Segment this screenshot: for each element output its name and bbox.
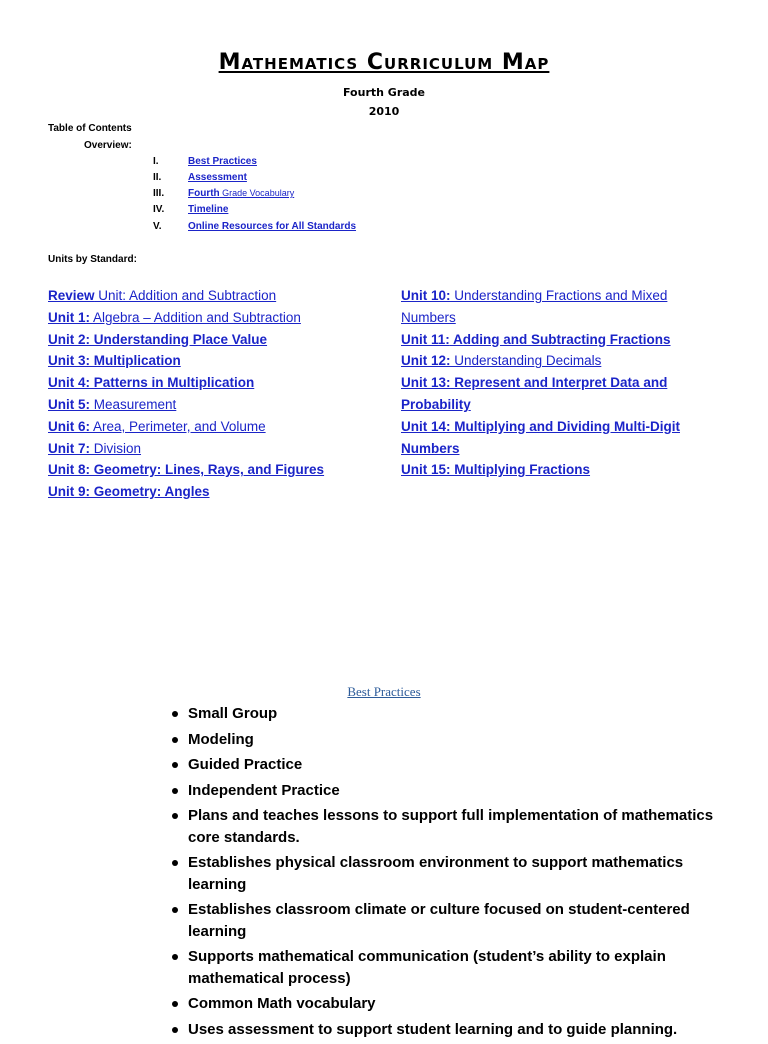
toc-link[interactable]: [188, 204, 228, 215]
best-practices-heading[interactable]: Best Practices: [347, 684, 421, 699]
toc-link[interactable]: [188, 221, 356, 232]
unit-title: Measurement: [90, 396, 177, 412]
unit-prefix: Unit 1:: [48, 309, 90, 325]
toc-link-label: Best Practices: [188, 156, 257, 167]
toc-link-label: Assessment: [188, 172, 247, 183]
unit-prefix: Unit 11:: [401, 331, 450, 347]
unit-title: Division: [90, 440, 142, 456]
best-practice-item: Establishes physical classroom environment to support mathematics learning: [170, 852, 730, 895]
unit-prefix: Unit 10:: [401, 288, 451, 303]
unit-title: Multiplying and Dividing Multi-Digit Numbers: [401, 418, 680, 456]
toc-number: V.: [153, 221, 162, 232]
unit-title: Area, Perimeter, and Volume: [90, 418, 266, 434]
toc-number: III.: [153, 188, 165, 199]
unit-title: Multiplication: [90, 353, 181, 369]
unit-prefix: Unit 2:: [48, 331, 90, 347]
unit-prefix: Unit 3:: [48, 353, 90, 369]
unit-title: Geometry: Lines, Rays, and Figures: [90, 462, 325, 478]
unit-link[interactable]: [401, 416, 711, 460]
document-title: Mathematics Curriculum Map: [218, 50, 550, 75]
toc-link-label: Online Resources for All Standards: [188, 221, 357, 232]
unit-link[interactable]: [48, 372, 388, 394]
unit-prefix: Unit 12:: [401, 353, 451, 369]
unit-link[interactable]: [48, 394, 388, 416]
unit-title: Multiplying Fractions: [450, 462, 591, 478]
unit-prefix: Unit 8:: [48, 462, 90, 478]
unit-prefix: Unit 6:: [48, 418, 90, 434]
unit-link[interactable]: [48, 438, 388, 460]
unit-link[interactable]: [48, 329, 388, 351]
unit-link[interactable]: [401, 350, 711, 372]
unit-link[interactable]: [48, 459, 388, 481]
best-practice-item: Small Group: [170, 703, 730, 725]
unit-link[interactable]: [401, 285, 711, 329]
best-practice-item: Independent Practice: [170, 780, 730, 802]
unit-link[interactable]: [48, 481, 388, 503]
toc-number: I.: [153, 156, 159, 167]
unit-title: Understanding Fractions and Mixed Numbers: [401, 288, 668, 325]
toc-link[interactable]: [188, 156, 257, 167]
toc-number: II.: [153, 172, 162, 183]
best-practices-list: [170, 703, 730, 1044]
unit-link[interactable]: [401, 372, 711, 416]
unit-title: Understanding Decimals: [450, 353, 602, 369]
year-subtitle: 2010: [368, 105, 400, 118]
best-practice-item: Modeling: [170, 729, 730, 751]
unit-prefix: Unit 5:: [48, 396, 90, 412]
best-practice-item: Common Math vocabulary: [170, 993, 730, 1015]
unit-link[interactable]: [48, 307, 388, 329]
toc-link-suffix: Grade Vocabulary: [219, 188, 295, 198]
units-right-column: [401, 285, 711, 481]
toc-link[interactable]: [188, 172, 247, 183]
unit-link[interactable]: [48, 350, 388, 372]
unit-link[interactable]: [401, 329, 711, 351]
toc-label: Table of Contents: [48, 123, 132, 134]
unit-link[interactable]: [401, 459, 711, 481]
unit-title: Geometry: Angles: [90, 484, 210, 500]
unit-prefix: Review: [48, 288, 95, 303]
toc-link-label: Timeline: [188, 204, 229, 215]
units-left-column: [48, 285, 388, 503]
grade-subtitle: Fourth Grade: [342, 86, 425, 99]
unit-prefix: Unit 9:: [48, 484, 90, 500]
toc-link[interactable]: [188, 188, 294, 199]
unit-prefix: Unit 4:: [48, 375, 90, 391]
best-practice-item: Supports mathematical communication (student’s ability to explain mathematical process): [170, 946, 730, 989]
best-practice-item: Establishes classroom climate or culture focused on student-centered learning: [170, 899, 730, 942]
overview-label: Overview:: [84, 140, 132, 151]
unit-title: Adding and Subtracting Fractions: [449, 331, 671, 347]
unit-prefix: Unit 7:: [48, 440, 90, 456]
unit-prefix: Unit 14:: [401, 418, 451, 434]
unit-title: Understanding Place Value: [90, 331, 268, 347]
best-practice-item: Plans and teaches lessons to support full implementation of mathematics core standards.: [170, 805, 730, 848]
unit-title: Unit: Addition and Subtraction: [94, 288, 277, 303]
units-label: Units by Standard:: [48, 254, 137, 265]
unit-prefix: Unit 13:: [401, 375, 451, 391]
unit-title: Patterns in Multiplication: [90, 375, 255, 391]
toc-number: IV.: [153, 204, 165, 215]
toc-link-label: Fourth: [188, 188, 220, 199]
unit-prefix: Unit 15:: [401, 462, 451, 478]
unit-title: Algebra – Addition and Subtraction: [90, 309, 301, 325]
unit-title: Represent and Interpret Data and Probability: [401, 375, 668, 412]
best-practice-item: Guided Practice: [170, 754, 730, 776]
unit-link[interactable]: [48, 285, 388, 307]
unit-link[interactable]: [48, 416, 388, 438]
best-practice-item: Uses assessment to support student learning and to guide planning.: [170, 1019, 730, 1041]
